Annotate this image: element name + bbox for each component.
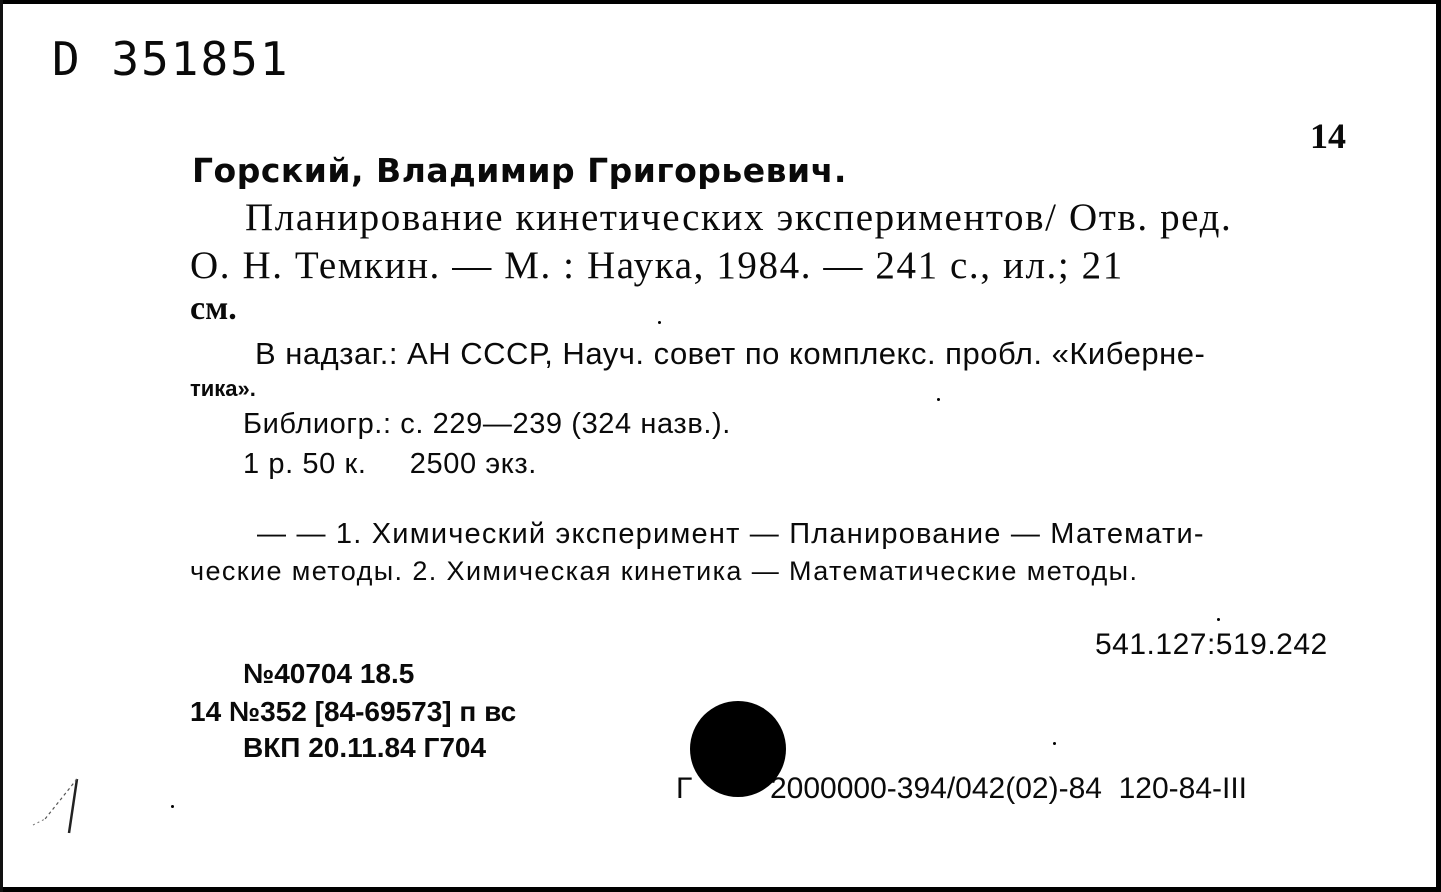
- card-right-edge: [1436, 0, 1441, 892]
- page-mark: 14: [1310, 116, 1346, 156]
- speck: [1053, 742, 1056, 745]
- bibliography-line: Библиогр.: с. 229—239 (324 назв.).: [243, 408, 731, 440]
- card-bottom-edge: [0, 887, 1441, 892]
- price-line: 1 р. 50 к. 2500 экз.: [243, 448, 537, 480]
- bottom-code-prefix: Г: [676, 772, 693, 805]
- stamp-line-3: ВКП 20.11.84 Г704: [243, 732, 487, 763]
- stamp-line-2: 14 №352 [84-69573] п вс: [190, 696, 517, 727]
- speck: [937, 398, 940, 401]
- card-top-edge: [0, 0, 1441, 4]
- note-line-2: тика».: [190, 376, 256, 401]
- punch-hole: [690, 701, 786, 797]
- speck: [658, 321, 661, 324]
- stamp-line-1: №40704 18.5: [243, 658, 415, 689]
- title-line-2: О. Н. Темкин. — М. : Наука, 1984. — 241 с., ил.; 21: [190, 244, 1124, 287]
- author-heading: Горский, Владимир Григорьевич.: [192, 151, 847, 190]
- card-left-edge: [0, 0, 3, 892]
- call-number: D 351851: [52, 32, 290, 86]
- classification-index: 541.127:519.242: [1095, 628, 1328, 661]
- title-line-3: см.: [190, 290, 237, 327]
- title-line-1: Планирование кинетических экспериментов/ Отв. ред.: [245, 196, 1233, 239]
- bottom-code: 2000000-394/042(02)-84 120-84-III: [770, 772, 1248, 805]
- note-line-1: В надзаг.: АН СССР, Науч. совет по комплекс. пробл. «Киберне-: [255, 336, 1206, 371]
- speck: [1217, 618, 1220, 621]
- handwritten-mark: [25, 775, 95, 835]
- speck: [171, 805, 174, 808]
- subject-line-1: — — 1. Химический эксперимент — Планирование — Математи-: [257, 518, 1205, 550]
- subject-line-2: ческие методы. 2. Химическая кинетика — Математические методы.: [190, 556, 1139, 586]
